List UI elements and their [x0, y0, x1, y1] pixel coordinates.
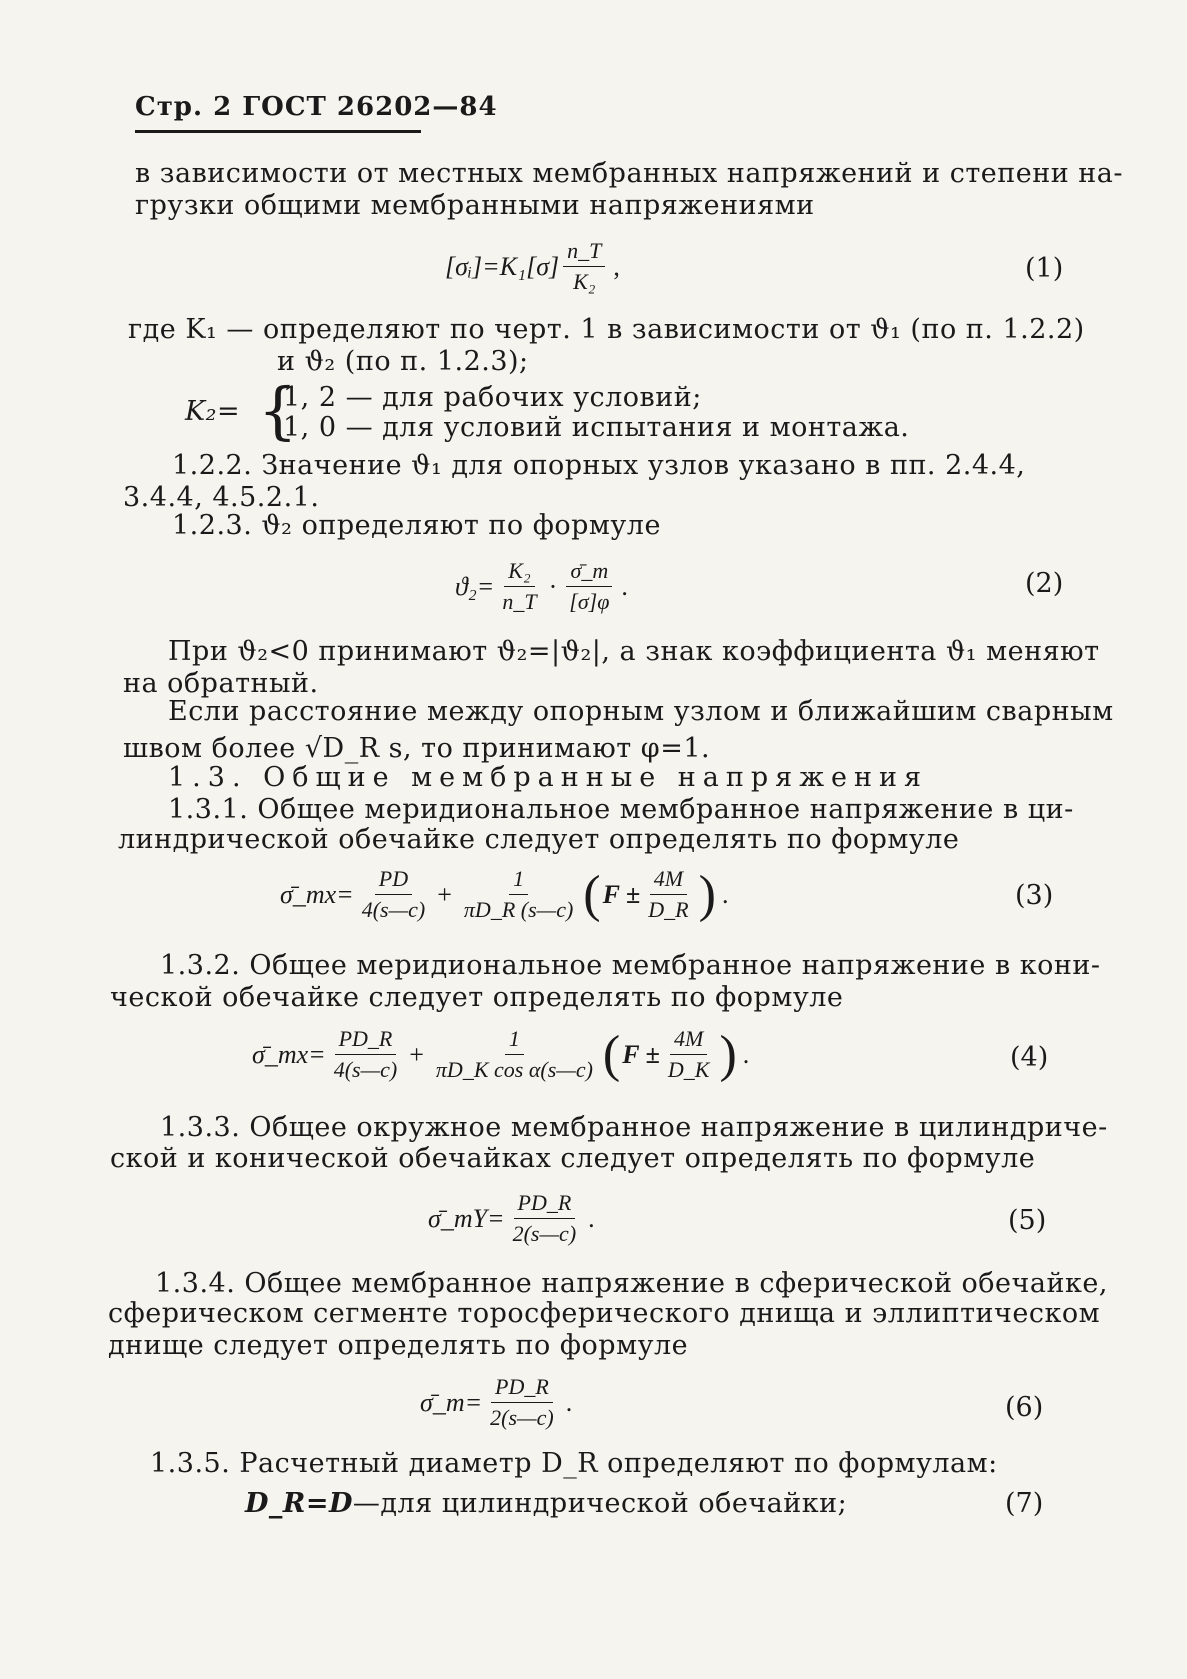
formula-tail: .: [721, 879, 729, 909]
numerator: 1: [509, 866, 528, 895]
right-paren: ): [698, 865, 716, 923]
fraction: [460, 866, 577, 923]
equation-number: (5): [1008, 1205, 1047, 1236]
formula-lhs: [σᵢ]=K₁[σ]: [445, 251, 560, 281]
text-line: грузки общими мембранными напряжениями: [135, 190, 815, 221]
formula-tail: .: [621, 571, 628, 601]
numerator: PD: [375, 866, 412, 895]
formula-lhs: D_R=D: [245, 1488, 353, 1519]
page-header: Стр. 2 ГОСТ 26202—84: [135, 92, 498, 122]
formula-7-line: [245, 1490, 847, 1517]
fraction: [358, 866, 430, 923]
formula-inner: F ±: [602, 879, 641, 909]
fraction: [509, 1190, 581, 1247]
fraction: [563, 238, 605, 295]
denominator: K₂: [573, 269, 596, 294]
equation-number: (7): [1005, 1488, 1044, 1519]
text-line: 1.3.3. Общее окружное мембранное напряжение в цилиндриче-: [160, 1112, 1108, 1143]
plus-operator: +: [437, 879, 452, 909]
text-line: линдрической обечайке следует определять по формуле: [118, 824, 960, 855]
text-line: 1.3.4. Общее мембранное напряжение в сферической обечайке,: [155, 1268, 1108, 1299]
numerator: 4M: [650, 866, 687, 895]
text-line: и ϑ₂ (по п. 1.2.3);: [277, 346, 529, 377]
fraction: [498, 558, 540, 615]
dot-operator: ·: [548, 571, 558, 601]
fraction: [432, 1026, 597, 1083]
text-line: сферическом сегменте торосферического днища и эллиптическом: [108, 1298, 1101, 1329]
k2-label: K₂=: [185, 396, 241, 427]
plus-operator: +: [409, 1039, 424, 1069]
left-paren: (: [602, 1025, 621, 1083]
formula-4: [252, 1026, 753, 1083]
denominator: 4(s—c): [333, 1057, 398, 1082]
equation-number: (6): [1005, 1392, 1044, 1423]
denominator: 2(s—c): [490, 1405, 554, 1430]
formula-6: [420, 1374, 576, 1431]
text-line: При ϑ₂<0 принимают ϑ₂=|ϑ₂|, а знак коэффициента ϑ₁ меняют: [168, 636, 1100, 667]
equation-number: (3): [1015, 880, 1054, 911]
numerator: σ̄_m: [566, 558, 612, 587]
numerator: n_T: [563, 238, 605, 267]
formula-tail: .: [742, 1039, 750, 1069]
denominator: D_K: [667, 1057, 710, 1082]
numerator: PD_R: [491, 1374, 553, 1403]
formula-2: [455, 558, 632, 615]
right-paren: ): [719, 1025, 737, 1083]
denominator: D_R: [648, 897, 689, 922]
text-line: 1.2.3. ϑ₂ определяют по формуле: [172, 510, 661, 541]
section-heading: 1.3. Общие мембранные напряжения: [168, 762, 929, 793]
text-line: 1.2.2. Значение ϑ₁ для опорных узлов указано в пп. 2.4.4,: [172, 450, 1026, 481]
text-line: на обратный.: [123, 668, 319, 699]
numerator: PD_R: [335, 1026, 397, 1055]
numerator: K₂: [504, 558, 534, 587]
brace: {: [258, 374, 298, 447]
text-line: где K₁ — определяют по черт. 1 в зависимости от ϑ₁ (по п. 1.2.2): [128, 314, 1085, 345]
text-line: ческой обечайке следует определять по формуле: [110, 982, 844, 1013]
header-rule: [135, 130, 421, 133]
formula-tail: ,: [613, 251, 620, 281]
formula-inner: F ±: [622, 1039, 660, 1069]
denominator: 2(s—c): [512, 1221, 577, 1246]
fraction: [664, 1026, 714, 1083]
equation-number: (2): [1025, 568, 1064, 599]
numerator: 4M: [670, 1026, 707, 1055]
formula-lhs: σ̄_mY=: [428, 1203, 505, 1233]
formula-lhs: σ̄_m=: [420, 1387, 483, 1417]
fraction: [330, 1026, 402, 1083]
text-line: 1.3.5. Расчетный диаметр D_R определяют по формулам:: [150, 1448, 998, 1479]
formula-lhs: σ̄_mx=: [252, 1039, 326, 1069]
text-line: 1, 2 — для рабочих условий;: [283, 382, 702, 413]
equation-number: (4): [1010, 1042, 1049, 1073]
text-line: 1, 0 — для условий испытания и монтажа.: [283, 412, 910, 443]
formula-tail: .: [588, 1203, 595, 1233]
fraction: [565, 558, 613, 615]
formula-tail: .: [565, 1387, 573, 1417]
numerator: PD_R: [514, 1190, 576, 1219]
denominator: n_T: [502, 589, 537, 614]
denominator: πD_R (s—c): [463, 897, 574, 922]
fraction: [486, 1374, 558, 1431]
denominator: πD_K cos α(s—c): [435, 1057, 593, 1082]
fraction: [644, 866, 692, 923]
text-line: ской и конической обечайках следует определять по формуле: [110, 1143, 1036, 1174]
denominator: 4(s—c): [361, 897, 426, 922]
text-line: Если расстояние между опорным узлом и ближайшим сварным: [168, 696, 1114, 727]
formula-lhs: σ̄_mx=: [280, 879, 354, 909]
text-line: днище следует определять по формуле: [108, 1330, 689, 1361]
formula-7-text: —для цилиндрической обечайки;: [352, 1488, 848, 1519]
left-paren: (: [583, 865, 601, 923]
denominator: [σ]φ: [569, 589, 610, 614]
numerator: 1: [505, 1026, 524, 1055]
formula-lhs: ϑ₂=: [455, 571, 495, 601]
text-line: 1.3.1. Общее меридиональное мембранное напряжение в ци-: [168, 794, 1074, 825]
formula-3: [280, 866, 732, 923]
formula-1: [445, 238, 624, 295]
formula-5: [428, 1190, 599, 1247]
text-line: 3.4.4, 4.5.2.1.: [123, 482, 320, 513]
text-line: 1.3.2. Общее меридиональное мембранное напряжение в кони-: [160, 950, 1101, 981]
text-line: в зависимости от местных мембранных напряжений и степени на-: [135, 158, 1123, 189]
equation-number: (1): [1025, 253, 1064, 284]
text-line: швом более √D_R s, то принимают φ=1.: [123, 733, 711, 764]
